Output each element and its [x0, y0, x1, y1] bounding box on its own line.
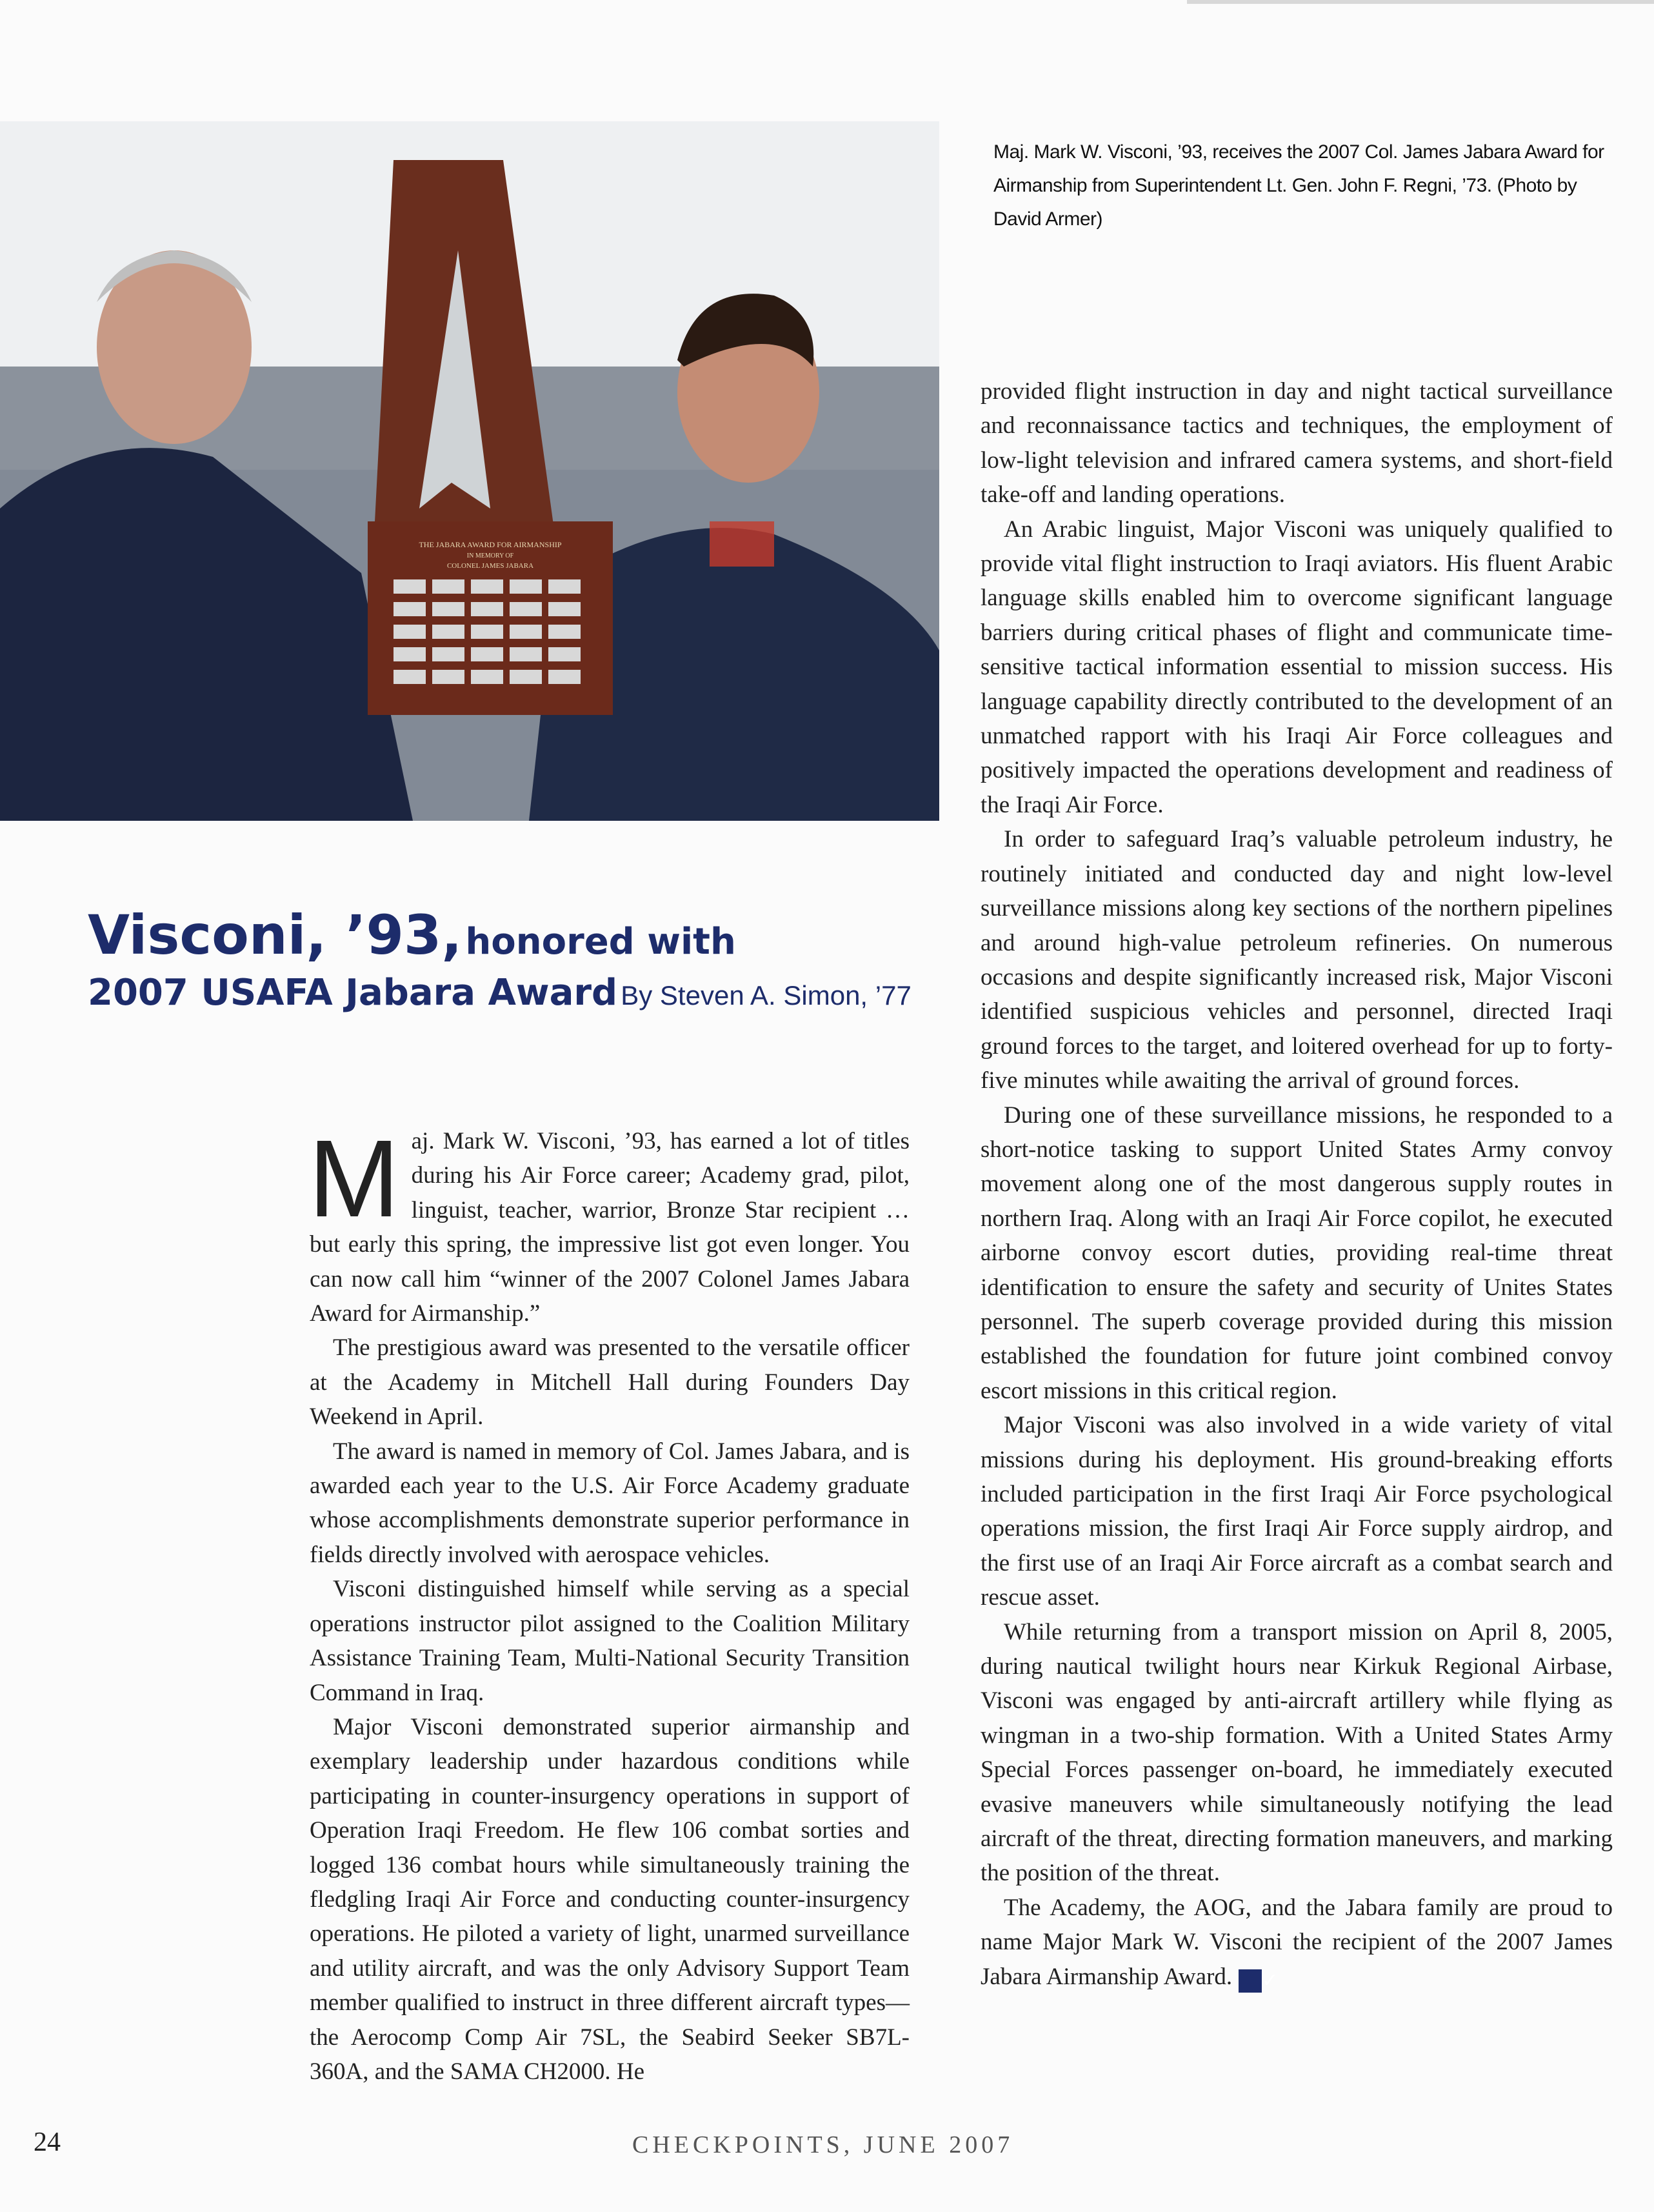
paragraph: The prestigious award was presented to the versatile officer at the Academy in Mitchell Hall during Founders Day Weekend in April. [310, 1334, 910, 1431]
headline-award: 2007 USAFA Jabara Award [88, 972, 618, 1014]
end-mark-icon: ✓ [1239, 1969, 1262, 1993]
article-column-right [981, 374, 1613, 1994]
paragraph: provided flight instruction in day and night tactical surveillance and reconnaissance tactics and techniques, the employment of low-light television and infrared camera systems, and short-field take-off and landing operations. [981, 378, 1613, 508]
paragraph: During one of these surveillance missions, he responded to a short-notice tasking to support United States Army convoy movement along one of the most dangerous supply routes in northern Iraq. Along with an Iraqi Air Force copilot, he executed airborne convoy escort duties, providing real-time threat identification to ensure the safety and security of Unites States personnel. The superb coverage provided during this mission established the foundation for future joint combined convoy escort missions in this critical region. [981, 1101, 1613, 1404]
paragraph: The award is named in memory of Col. James Jabara, and is awarded each year to the U.S. Air Force Academy graduate whose accomplishments demonstrate superior performance in fields directly involved with aerospace vehicles. [310, 1438, 910, 1568]
headline-with: honored with [465, 921, 736, 963]
trophy-plaque-base [368, 521, 613, 715]
top-rule [1187, 0, 1654, 4]
page-number: 24 [34, 2127, 61, 2157]
paragraph: Visconi distinguished himself while serving as a special operations instructor pilot assigned to the Coalition Military Assistance Training Team, Multi-National Security Transition Command in Iraq. [310, 1576, 910, 1706]
plaque-line-3: COLONEL JAMES JABARA [446, 562, 534, 570]
plaque-line-2: IN MEMORY OF [466, 552, 514, 559]
article-column-left [308, 1118, 910, 2089]
paragraph-last [981, 1891, 1613, 1994]
award-photo [0, 121, 939, 821]
byline: By Steven A. Simon, ’77 [621, 980, 912, 1010]
paragraph: An Arabic linguist, Major Visconi was uniquely qualified to provide vital flight instruction to Iraqi aviators. His fluent Arabic language skills enabled him to overcome significant language barriers during critical phases of flight and communicate time-sensitive tactical information essential to mission success. His language capability directly contributed to the development of an unmatched rapport with his Iraqi Air Force colleagues and positively impacted the operations development and readiness of the Iraqi Air Force. [981, 516, 1613, 818]
paragraph: Major Visconi was also involved in a wide variety of vital missions during his deployment. His ground-breaking efforts included participation in the first Iraqi Air Force psychological operations mission, the first Iraqi Air Force supply airdrop, and the first use of an Iraqi Air Force aircraft as a combat search and rescue asset. [981, 1412, 1613, 1611]
paragraph: In order to safeguard Iraq’s valuable petroleum industry, he routinely initiated and conducted day and night low-level surveillance missions along key sections of the northern pipelines and around high-value petroleum refineries. On numerous occasions and despite significantly increased risk, Major Visconi identified suspicious vehicles and personnel, directed Iraqi ground forces to the target, and loitered overhead for up to forty-five minutes while awaiting the arrival of ground forces. [981, 826, 1613, 1094]
paragraph: Major Visconi demonstrated superior airmanship and exemplary leadership under hazardous conditions while participating in counter-insurgency operations in support of Operation Iraqi Freedom. He flew 106 combat sorties and logged 136 combat hours while simultaneously training the fledgling Iraqi Air Force and conducting counter-insurgency operations. He piloted a variety of light, unarmed surveillance and utility aircraft, and was the only Advisory Support Team member qualified to instruct in three different aircraft types—the Aerocomp Comp Air 7SL, the Seabird Seeker SB7L-360A, and the SAMA CH2000. He [310, 1713, 910, 2085]
paragraph: While returning from a transport mission on April 8, 2005, during nautical twilight hours near Kirkuk Regional Airbase, Visconi was engaged by anti-aircraft artillery while flying as wingman in a two-ship formation. With a United States Army Special Forces passenger on-board, he immediately executed evasive maneuvers while simultaneously notifying the lead aircraft of the threat, directing formation maneuvers, and marking the position of the threat. [981, 1618, 1613, 1887]
publication-footer: CHECKPOINTS, JUNE 2007 [632, 2131, 1014, 2158]
plaque-line-1: THE JABARA AWARD FOR AIRMANSHIP [419, 540, 562, 549]
article-headline [88, 903, 978, 1014]
paragraph-last-text: The Academy, the AOG, and the Jabara family are proud to name Major Mark W. Visconi the recipient of the 2007 James Jabara Airmanship Award. [981, 1894, 1613, 1990]
headline-name: Visconi, ’93, [88, 903, 463, 967]
paragraph: aj. Mark W. Visconi, ’93, has earned a lot of titles during his Air Force career; Academy grad, pilot, linguist, teacher, warrior, Bronze Star recipient … but early this spring, the impressive list got even longer. You can now call him “winner of the 2007 Colonel James Jabara Award for Airmanship.” [310, 1128, 910, 1327]
photo-caption: Maj. Mark W. Visconi, ’93, receives the 2007 Col. James Jabara Award for Airmanship from Superintendent Lt. Gen. John F. Regni, ’73. (Photo by David Armer) [993, 141, 1604, 230]
drop-cap: M [308, 1118, 400, 1240]
award-photo-illustration [0, 121, 939, 821]
